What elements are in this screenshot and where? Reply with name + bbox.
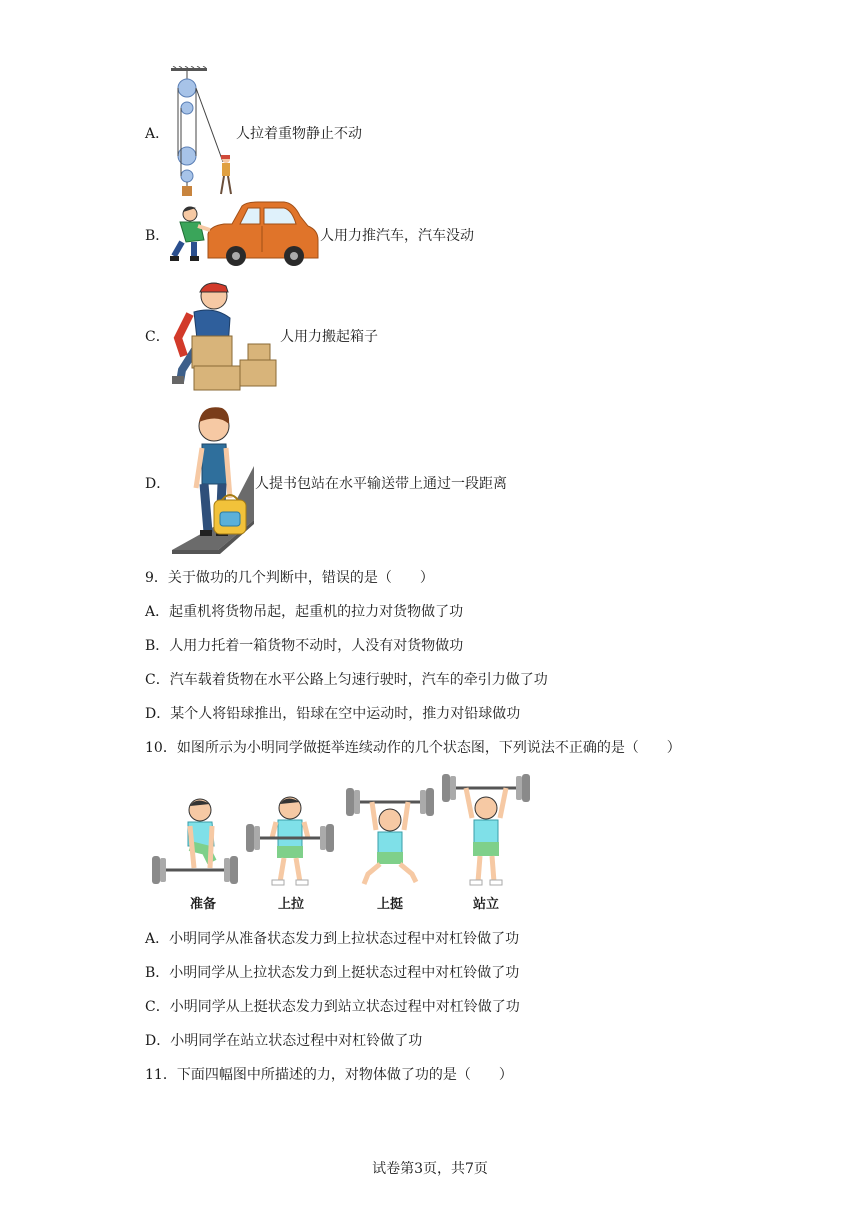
- lifter-jerk: [346, 788, 434, 884]
- option-caption: 人拉着重物静止不动: [236, 126, 362, 142]
- answer-option: B．人用力托着一箱货物不动时，人没有对货物做功: [145, 638, 464, 654]
- weightlifting-figure: [150, 770, 540, 890]
- option-letter: D．: [145, 476, 171, 492]
- answer-option: C．汽车载着货物在水平公路上匀速行驶时，汽车的牵引力做了功: [145, 672, 548, 688]
- option-caption: 人提书包站在水平输送带上通过一段距离: [255, 476, 507, 492]
- question-stem: 9．关于做功的几个判断中，错误的是（ ）: [145, 570, 434, 586]
- push-car-icon: [168, 200, 320, 268]
- option-caption: 人用力推汽车，汽车没动: [320, 228, 474, 244]
- answer-option: A．起重机将货物吊起，起重机的拉力对货物做了功: [145, 604, 464, 620]
- lifter-stand: [442, 774, 530, 885]
- answer-option: B．小明同学从上拉状态发力到上挺状态过程中对杠铃做了功: [145, 965, 520, 981]
- figure-label-jerk: 上挺: [376, 897, 403, 912]
- lifter-ready: [152, 799, 238, 884]
- figure-label-pull: 上拉: [277, 897, 304, 912]
- answer-option: C．小明同学从上挺状态发力到站立状态过程中对杠铃做了功: [145, 999, 520, 1015]
- answer-option: D．某个人将铅球推出，铅球在空中运动时，推力对铅球做功: [145, 706, 521, 722]
- conveyor-icon: [168, 404, 258, 554]
- page-footer: 试卷第3页，共7页: [372, 1161, 488, 1177]
- figure-label-ready: 准备: [189, 897, 216, 912]
- answer-option: A．小明同学从准备状态发力到上拉状态过程中对杠铃做了功: [145, 931, 520, 947]
- figure-label-stand: 站立: [472, 897, 499, 912]
- answer-option: D．小明同学在站立状态过程中对杠铃做了功: [145, 1033, 423, 1049]
- option-letter: B．: [145, 228, 170, 244]
- option-letter: C．: [145, 329, 170, 345]
- option-caption: 人用力搬起箱子: [280, 329, 378, 345]
- option-letter: A．: [145, 126, 170, 142]
- lifter-pull: [246, 797, 334, 885]
- question-stem: 11．下面四幅图中所描述的力，对物体做了功的是（ ）: [145, 1067, 513, 1083]
- question-stem: 10．如图所示为小明同学做挺举连续动作的几个状态图，下列说法不正确的是（ ）: [145, 740, 681, 756]
- pulley-icon: [165, 66, 240, 200]
- lift-box-icon: [168, 278, 280, 394]
